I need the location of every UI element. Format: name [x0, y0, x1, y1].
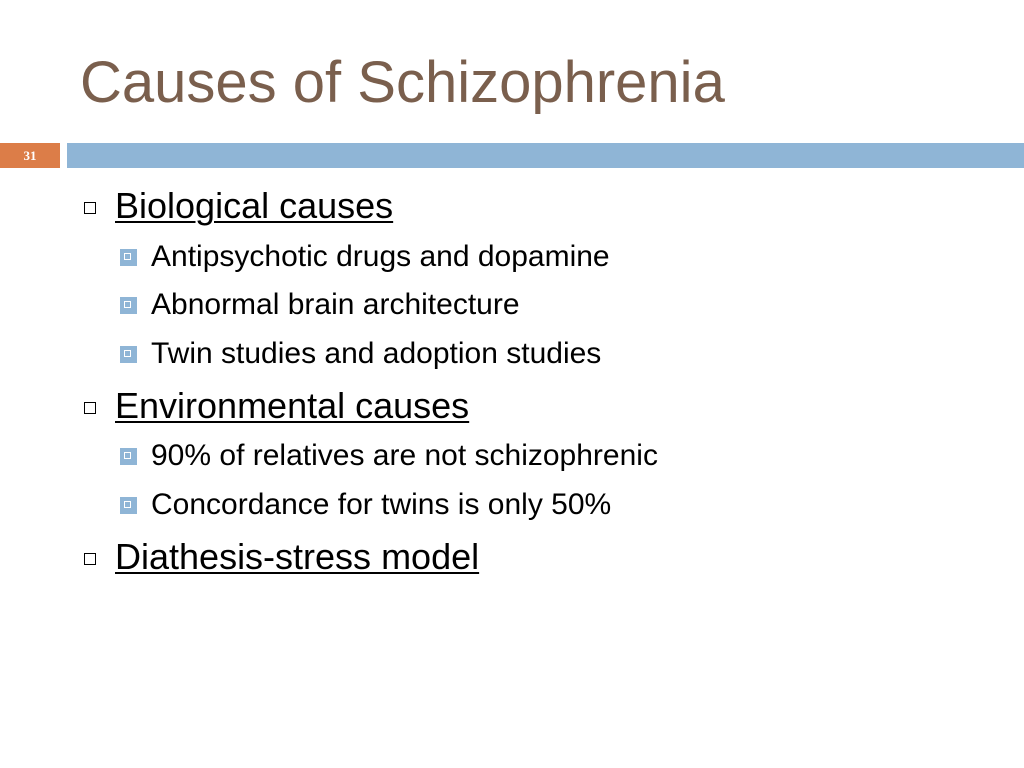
sub-bullet-label: Antipsychotic drugs and dopamine [151, 240, 610, 273]
bullet-label: Environmental causes [115, 385, 470, 426]
sub-bullet-label: Concordance for twins is only 50% [151, 488, 612, 521]
hollow-square-bullet-icon [84, 553, 96, 565]
filled-square-bullet-icon [120, 297, 137, 314]
slide-number: 31 [23, 148, 37, 163]
filled-square-bullet-icon [120, 448, 137, 465]
hollow-square-bullet-icon [84, 202, 96, 214]
sub-bullet-label: Abnormal brain architecture [151, 288, 520, 321]
filled-square-bullet-icon [120, 346, 137, 363]
bullet-label: Biological causes [115, 185, 394, 226]
bullet-label: Diathesis-stress model [115, 536, 480, 577]
hollow-square-bullet-icon [84, 402, 96, 414]
sub-bullet-label: 90% of relatives are not schizophrenic [151, 439, 658, 472]
sub-bullet-label: Twin studies and adoption studies [151, 337, 602, 370]
filled-square-bullet-icon [120, 497, 137, 514]
filled-square-bullet-icon [120, 249, 137, 266]
slide-title: Causes of Schizophrenia [80, 50, 725, 115]
